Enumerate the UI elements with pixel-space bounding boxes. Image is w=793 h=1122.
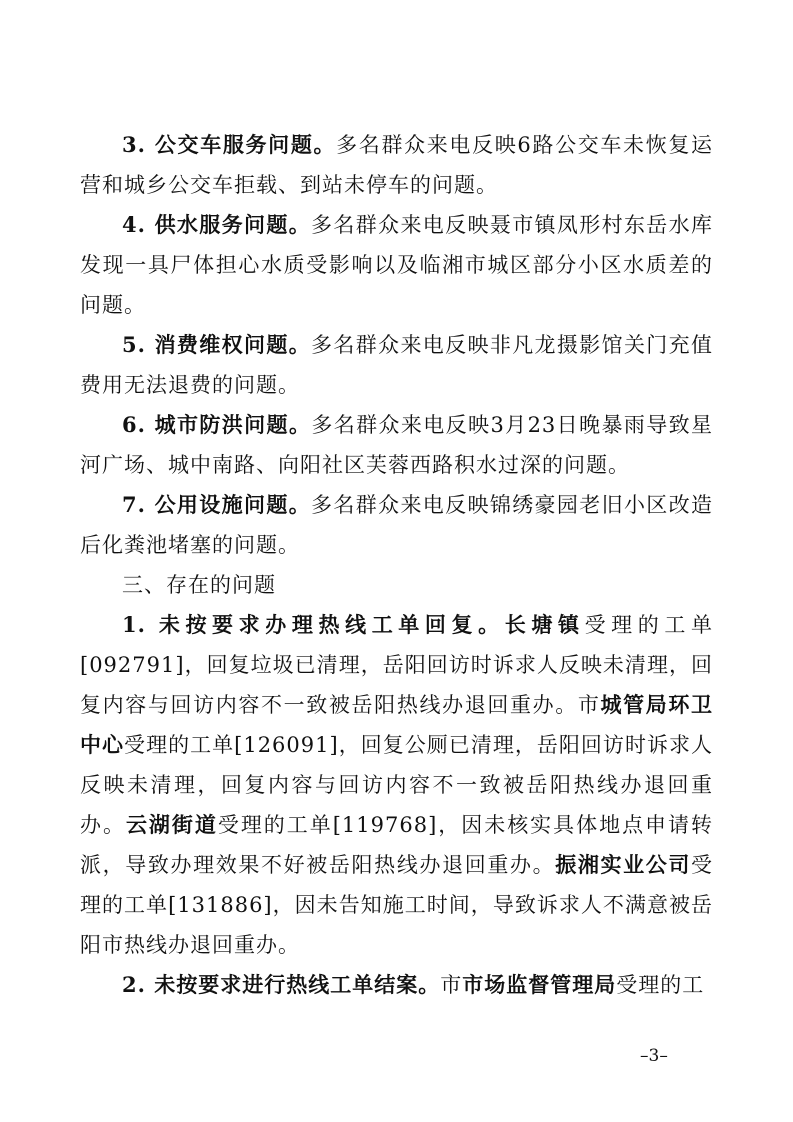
paragraph-text: 多名群众来电反映聂市镇凤形村东岳水库发现一具尸体担心水质受影响以及临湘市城区部分小区水质差的问题。 [80,213,714,317]
paragraph-text: 多名群众来电反映非凡龙摄影馆关门充值费用无法退费的问题。 [80,333,714,397]
paragraph-label: 6. 城市防洪问题。 [122,412,312,437]
page-number: –3– [640,1046,668,1066]
org-name: 振湘实业公司 [555,852,692,877]
org-name: 长塘镇 [504,612,585,637]
paragraph-label: 1. 未按要求办理热线工单回复。 [122,612,505,637]
paragraph-text: 受理的工单[119768]，因未核实具体地点申请转派，导致办理效果不好被岳阳热线办退回重办。 [80,813,713,877]
org-name: 城管局环卫中心 [80,692,714,757]
paragraph-issue-reply [80,605,713,965]
paragraph-text: 受理的工单[131886]，因未告知施工时间，导致诉求人不满意被岳阳市热线办退回重办。 [80,853,714,957]
paragraph-label: 3. 公交车服务问题。 [122,132,337,157]
paragraph-text: 受理的工单[092791]，回复垃圾已清理，岳阳回访时诉求人反映未清理，回复内容与回访内容不一致被岳阳热线办退回重办。市 [80,613,714,717]
paragraph-text: 市 [440,973,463,997]
paragraph-label: 7. 公用设施问题。 [122,492,312,517]
paragraph-text: 多名群众来电反映3月23日晚暴雨导致星河广场、城中南路、向阳社区芙蓉西路积水过深的问题。 [80,413,714,477]
paragraph-text: 多名群众来电反映锦绣豪园老旧小区改造后化粪池堵塞的问题。 [80,493,714,557]
section-heading: 三、存在的问题 [122,573,276,597]
paragraph-issue-closure [80,965,713,1005]
paragraph-text: 多名群众来电反映6路公交车未恢复运营和城乡公交车拒载、到站未停车的问题。 [80,133,713,197]
paragraph-label: 5. 消费维权问题。 [122,332,312,357]
paragraph-text: 受理的工单[126091]，回复公厕已清理，岳阳回访时诉求人反映未清理，回复内容与回访内容不一致被岳阳热线办退回重办。 [80,733,713,837]
paragraph-bus-service [80,125,713,205]
paragraph-label: 2. 未按要求进行热线工单结案。 [122,972,441,997]
org-name: 市场监督管理局 [462,972,617,997]
document-body [80,125,713,1005]
paragraph-consumer-rights [80,325,713,405]
paragraph-water-supply [80,205,713,325]
org-name: 云湖街道 [125,812,218,837]
paragraph-label: 4. 供水服务问题。 [122,212,312,237]
paragraph-flood-control [80,405,713,485]
paragraph-text: 受理的工 [616,973,705,997]
paragraph-public-facilities [80,485,713,565]
